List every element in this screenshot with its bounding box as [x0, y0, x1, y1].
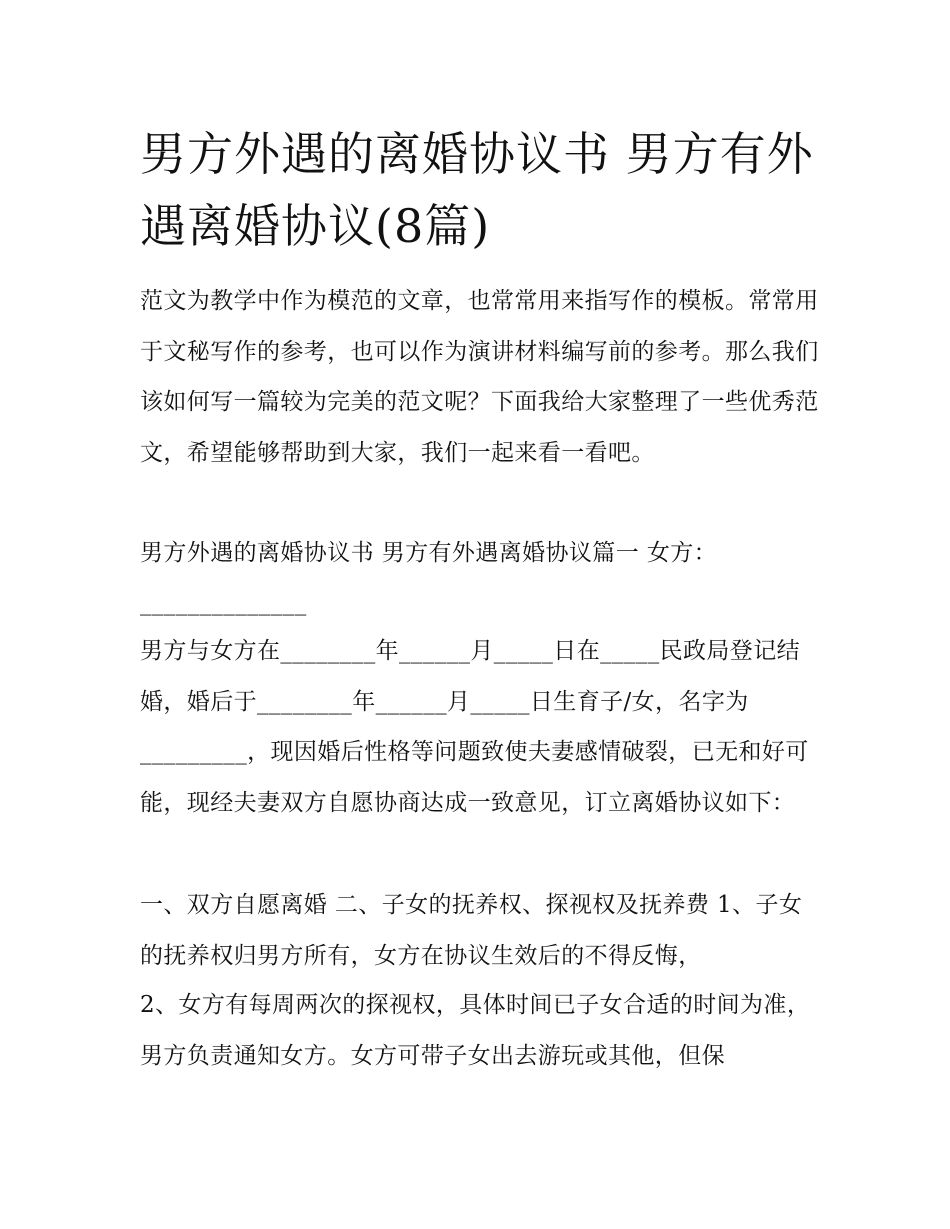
agreement-paragraph: 男方与女方在________年______月_____日在_____民政局登记结婚，婚后于________年______月_____日生育子/女，名字为_________，现因婚后性格等问题致使夫妻感情破裂，已无和好可能，现经夫妻双方自愿协商达成一致意见，订立离婚协议如下： [140, 638, 809, 816]
visitation-paragraph: 2、女方有每周两次的探视权，具体时间已子女合适的时间为准，男方负责通知女方。女方可带子女出去游玩或其他，但保 [140, 992, 811, 1069]
signature-blank-line: ______________ [140, 590, 307, 616]
document-title: 男方外遇的离婚协议书 男方有外遇离婚协议(8篇) [140, 127, 814, 253]
intro-paragraph: 范文为教学中作为模范的文章，也常常用来指写作的模板。常常用于文秘写作的参考，也可以作为演讲材料编写前的参考。那么我们该如何写一篇较为完美的范文呢？下面我给大家整理了一些优秀范文，希望能够帮助到大家，我们一起来看一看吧。 [140, 288, 819, 466]
custody-paragraph: 一、双方自愿离婚 二、子女的抚养权、探视权及抚养费 1、子女的抚养权归男方所有，女方在协议生效后的不得反悔， [140, 892, 803, 969]
section-heading: 男方外遇的离婚协议书 男方有外遇离婚协议篇一 女方： [140, 540, 718, 566]
